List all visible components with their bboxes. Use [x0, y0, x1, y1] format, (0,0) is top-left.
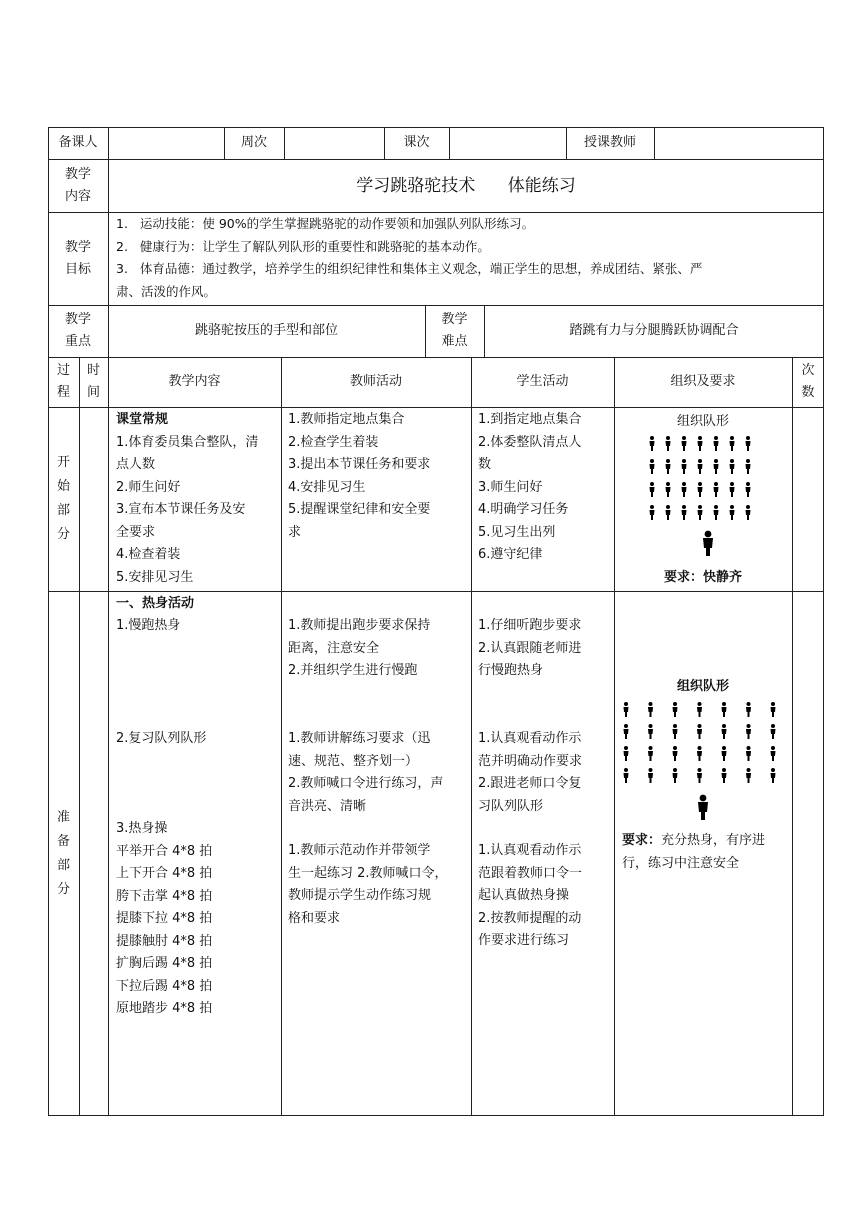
student-figure-icon: [746, 505, 751, 520]
difficulty-label: 教学 难点: [441, 312, 468, 349]
student-figure-icon: [746, 702, 751, 717]
student-figure-icon: [666, 436, 671, 451]
teacher-figure-icon: [700, 530, 716, 556]
student-figure-icon: [624, 724, 629, 739]
student-figure-icon: [730, 482, 735, 497]
student-figure-icon: [697, 702, 702, 717]
student-figure-icon: [698, 505, 703, 520]
difficulty-text: 踏跳有力与分腿腾跃协调配合: [569, 323, 739, 338]
student-figure-icon: [697, 768, 702, 783]
student-figure-icon: [714, 436, 719, 451]
student-figure-icon: [698, 482, 703, 497]
student-figure-icon: [673, 724, 678, 739]
lesson-value[interactable]: [449, 127, 566, 159]
student-figure-icon: [722, 702, 727, 717]
jog-item: 1.慢跑热身: [116, 618, 181, 633]
student-exercise: 1.认真观看动作示 范跟着教师口令一 起认真做热身操 2.按教师提醒的动 作要求进行练习: [478, 843, 583, 948]
teacher-label: 授课教师: [583, 135, 636, 150]
focus-text: 跳骆驼按压的手型和部位: [194, 323, 338, 338]
student-figure-icon: [722, 746, 727, 761]
student-figure-icon: [722, 724, 727, 739]
student-figure-icon: [682, 482, 687, 497]
student-figure-icon: [648, 768, 653, 783]
objective-line: 1. 运动技能：使 90%的学生掌握跳骆驼的动作要领和加强队列队形练习。: [116, 216, 535, 231]
start-student: 1.到指定地点集合 2.体委整队清点人 数 3.师生问好 4.明确学习任务 5.见习生出列 6.遵守纪律: [478, 412, 582, 562]
student-figure-icon: [650, 436, 655, 451]
student-figure-icon: [673, 768, 678, 783]
formation-grid: [648, 434, 762, 524]
student-figure-icon: [648, 702, 653, 717]
start-content: 课堂常规 1.体育委员集合整队，清 点人数 2.师生问好 3.宣布本节课任务及安 全要求 4.检查着装 5.安排见习生: [116, 409, 278, 589]
col-count: 次 数: [801, 363, 815, 400]
student-figure-icon: [722, 768, 727, 783]
student-figure-icon: [698, 459, 703, 474]
section-start: 开 始 部 分: [56, 455, 70, 542]
exercise-list: 3.热身操 平举开合 4*8 拍 上下开合 4*8 拍 胯下击掌 4*8 拍 提膝下拉 4*8 拍 提膝触肘 4*8 拍 扩胸后踢 4*8 拍 下拉后踢 4*8 拍 原地踏步 4*8 拍: [116, 821, 213, 1016]
student-figure-icon: [730, 436, 735, 451]
student-figure-icon: [648, 746, 653, 761]
preparer-label: 备课人: [58, 135, 98, 150]
objectives-list: [116, 213, 820, 303]
student-figure-icon: [697, 724, 702, 739]
objective-line: 3. 体育品德：通过教学，培养学生的组织纪律性和集体主义观念，端正学生的思想，养成团结、紧张、严: [116, 261, 703, 276]
start-org-title: 组织队形: [676, 414, 729, 429]
prep-org-requirement: 要求：充分热身，有序进 行，练习中注意安全: [622, 833, 766, 871]
col-process: 过 程: [56, 363, 70, 400]
student-figure-icon: [624, 702, 629, 717]
student-figure-icon: [771, 702, 776, 717]
objective-line: 肃、活泼的作风。: [116, 283, 217, 299]
student-figure-icon: [746, 724, 751, 739]
student-figure-icon: [673, 702, 678, 717]
student-figure-icon: [650, 482, 655, 497]
col-student: 学生活动: [516, 374, 569, 389]
student-figure-icon: [771, 768, 776, 783]
lesson-title: 学习跳骆驼技术 体能练习: [356, 175, 576, 196]
teacher-jog: 1.教师提出跑步要求保持 距离，注意安全 2.并组织学生进行慢跑: [288, 618, 431, 678]
student-figure-icon: [666, 505, 671, 520]
student-figure-icon: [730, 505, 735, 520]
student-figure-icon: [746, 768, 751, 783]
col-content: 教学内容: [168, 374, 221, 389]
start-teacher: 1.教师指定地点集合 2.检查学生着装 3.提出本节课任务和要求 4.安排见习生 5.提醒课堂纪律和安全要 求: [288, 412, 431, 540]
student-figure-icon: [730, 459, 735, 474]
student-figure-icon: [746, 459, 751, 474]
student-jog: 1.仔细听跑步要求 2.认真跟随老师进 行慢跑热身: [478, 618, 582, 678]
student-figure-icon: [771, 746, 776, 761]
formation-grid: [622, 700, 784, 784]
student-figure-icon: [746, 746, 751, 761]
lesson-label: 课次: [403, 135, 430, 150]
student-figure-icon: [714, 482, 719, 497]
student-figure-icon: [673, 746, 678, 761]
warmup-title: 一、热身活动: [116, 596, 195, 611]
focus-label: 教学 重点: [64, 312, 91, 349]
student-figure-icon: [648, 724, 653, 739]
student-figure-icon: [624, 768, 629, 783]
student-figure-icon: [771, 724, 776, 739]
student-figure-icon: [682, 505, 687, 520]
objective-line: 2. 健康行为：让学生了解队列队形的重要性和跳骆驼的基本动作。: [116, 238, 490, 254]
student-figure-icon: [698, 436, 703, 451]
objectives-label: 教学 目标: [64, 239, 91, 277]
teacher-figure-icon: [695, 794, 711, 820]
content-label: 教学 内容: [64, 166, 91, 204]
student-figure-icon: [624, 746, 629, 761]
start-content-title: 课堂常规: [116, 412, 169, 427]
student-figure-icon: [714, 505, 719, 520]
prep-org-title: 组织队形: [676, 679, 729, 694]
student-figure-icon: [666, 459, 671, 474]
teacher-review: 1.教师讲解练习要求（迅 速、规范、整齐划一） 2.教师喊口令进行练习，声 音洪亮、清晰: [288, 731, 444, 814]
week-value[interactable]: [284, 127, 384, 159]
student-figure-icon: [682, 459, 687, 474]
col-teacher: 教师活动: [349, 374, 402, 389]
student-figure-icon: [682, 436, 687, 451]
student-figure-icon: [746, 482, 751, 497]
col-time: 时 间: [86, 363, 100, 400]
student-figure-icon: [666, 482, 671, 497]
preparer-value[interactable]: [108, 127, 224, 159]
student-figure-icon: [714, 459, 719, 474]
student-figure-icon: [697, 746, 702, 761]
student-figure-icon: [650, 459, 655, 474]
section-prep: 准 备 部 分: [56, 809, 70, 897]
review-item: 2.复习队列队形: [116, 731, 207, 746]
col-organization: 组织及要求: [670, 374, 736, 389]
student-figure-icon: [650, 505, 655, 520]
teacher-exercise: 1.教师示范动作并带领学 生一起练习 2.教师喊口令， 教师提示学生动作练习规 格和要求: [288, 843, 448, 926]
teacher-value[interactable]: [654, 127, 824, 159]
student-review: 1.认真观看动作示 范并明确动作要求 2.跟进老师口令复 习队列队形: [478, 731, 583, 814]
start-org-requirement: 要求：快静齐: [663, 570, 742, 585]
week-label: 周次: [240, 135, 267, 150]
student-figure-icon: [746, 436, 751, 451]
